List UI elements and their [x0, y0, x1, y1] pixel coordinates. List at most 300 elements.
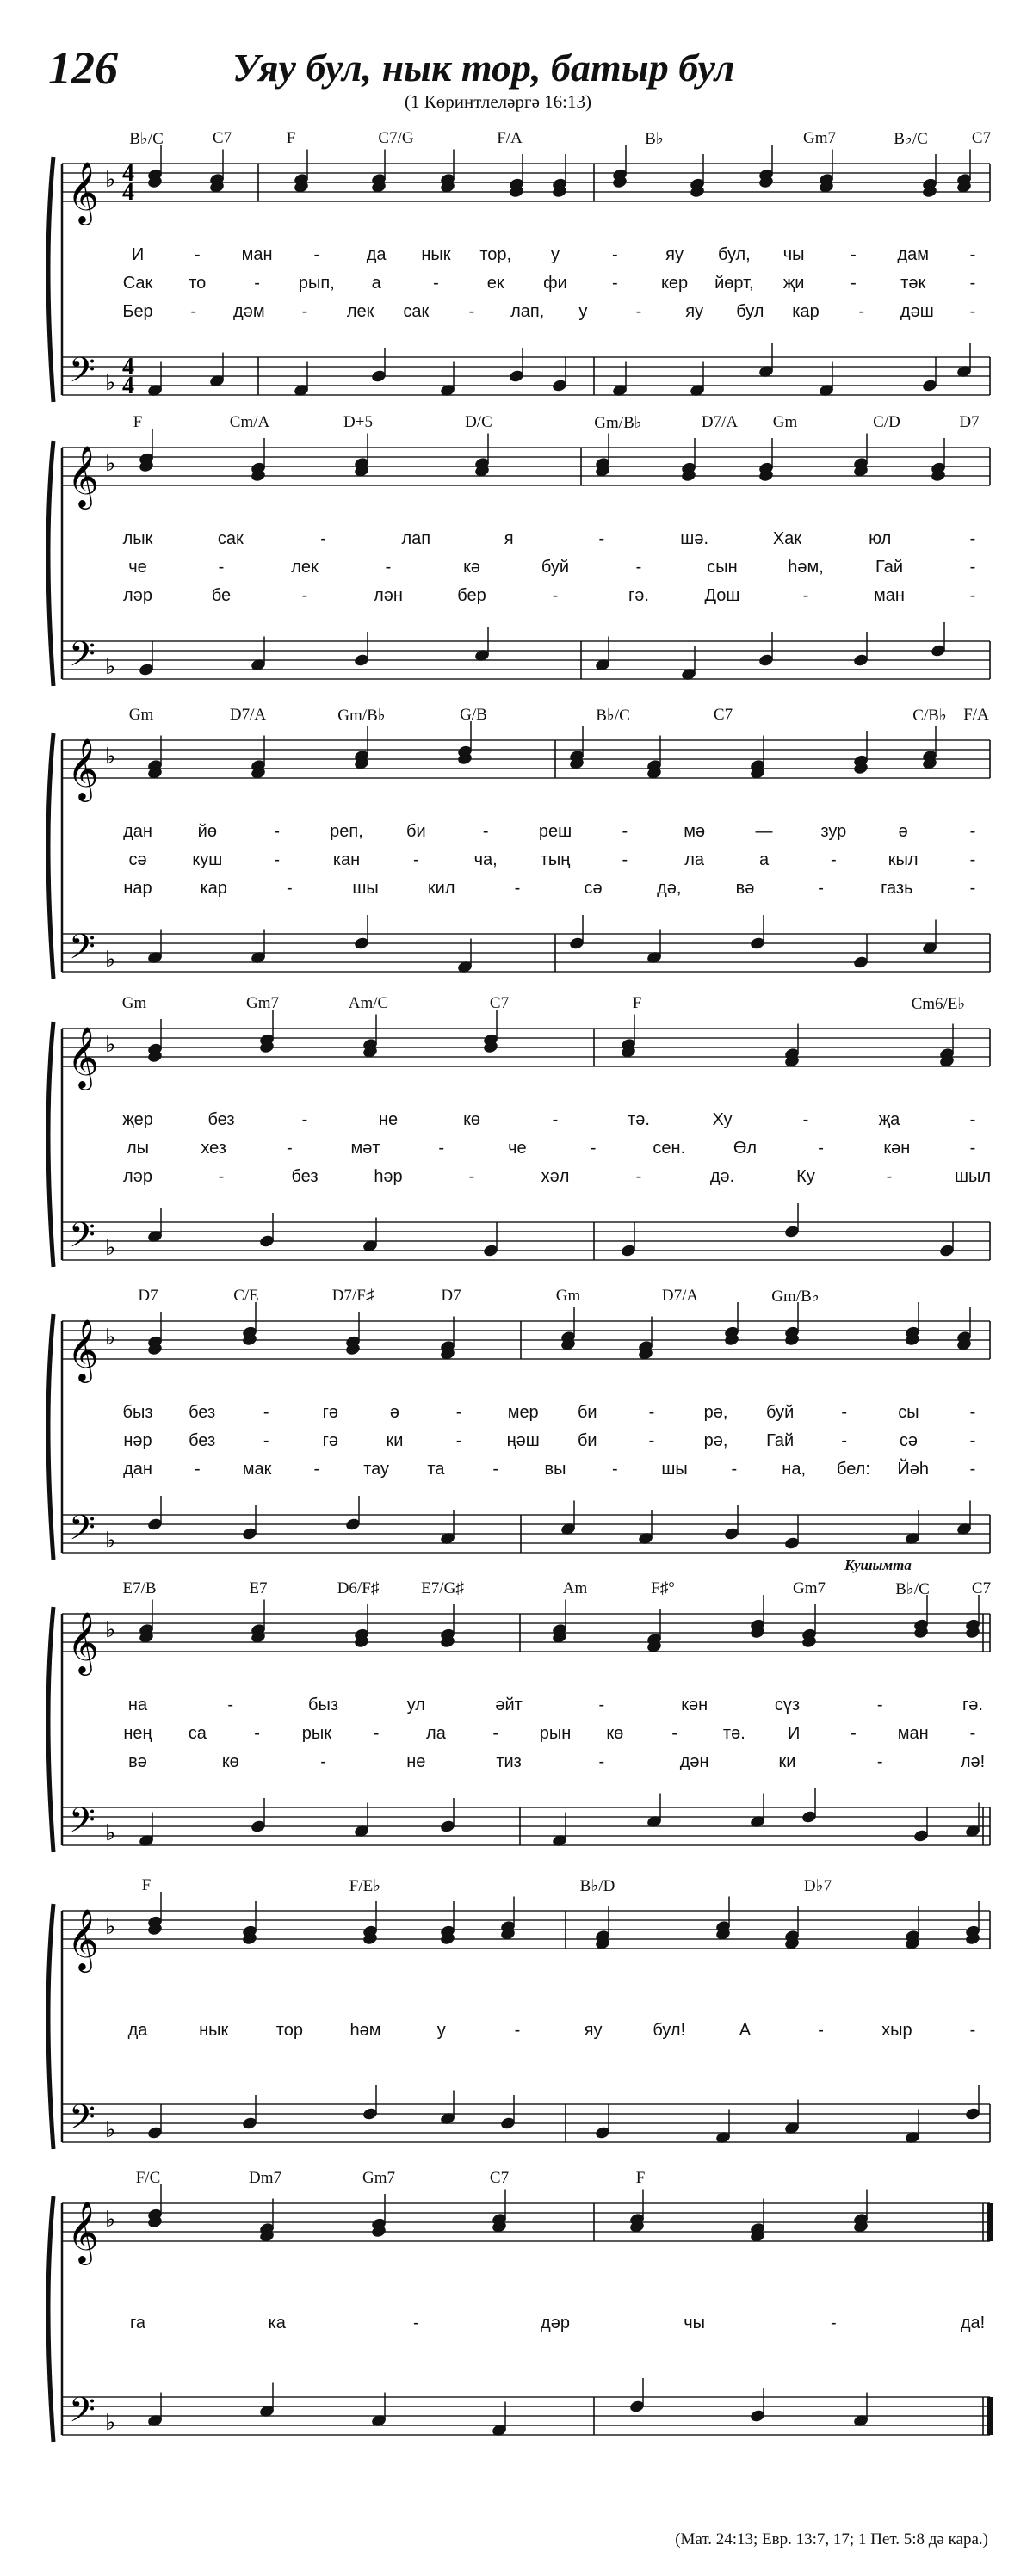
- note-chord: [439, 1604, 455, 1649]
- lyric-syllable: тәк: [900, 274, 926, 293]
- bass-note: [250, 1798, 266, 1833]
- bass-note: [594, 2104, 610, 2140]
- lyric-syllable: сә: [128, 850, 147, 869]
- lyric-syllable: -: [635, 302, 642, 321]
- chord-symbol: B♭/C: [894, 130, 928, 148]
- bass-staff: [62, 1807, 990, 1845]
- chord-symbol: Dm7: [249, 2169, 281, 2187]
- lyric-syllable: -: [802, 1110, 809, 1129]
- lyric-syllable: на,: [782, 1460, 807, 1479]
- lyric-syllable: -: [969, 1724, 976, 1743]
- lyric-syllable: -: [731, 1460, 738, 1479]
- note-chord: [482, 1010, 498, 1054]
- lyric-syllable: -: [218, 558, 225, 577]
- chord-symbol: Gm: [121, 994, 147, 1012]
- treble-clef-icon: 𝄞: [67, 160, 99, 223]
- lyric-syllable: у: [436, 2021, 446, 2040]
- lyric-syllable: -: [194, 1460, 201, 1479]
- note-chord: [439, 150, 455, 195]
- note-chord: [620, 1015, 636, 1059]
- lyric-syllable: хыр: [881, 2021, 912, 2040]
- lyric-syllable: -: [455, 1403, 462, 1422]
- chord-symbol: D7/A: [701, 413, 739, 431]
- lyric-syllable: -: [287, 1139, 293, 1158]
- lyric-syllable: кән: [883, 1139, 911, 1158]
- lyric-syllable: әйт: [495, 1696, 523, 1714]
- lyric-syllable: нык: [199, 2021, 229, 2040]
- lyric-syllable: куш: [192, 850, 223, 869]
- bass-note: [551, 1813, 567, 1848]
- note-chord: [646, 736, 662, 781]
- lyric-syllable: гә.: [962, 1696, 983, 1714]
- note-chord: [146, 1019, 163, 1064]
- flat-icon: ♭: [105, 654, 116, 679]
- treble-clef-icon: 𝄞: [67, 2200, 99, 2263]
- bass-note: [473, 627, 490, 663]
- chord-symbol: F: [635, 2169, 646, 2187]
- treble-staff: [62, 448, 990, 485]
- note-chord: [964, 1595, 980, 1640]
- lyric-syllable: тиз: [496, 1752, 522, 1771]
- bass-note: [370, 348, 387, 383]
- lyric-syllable: Өл: [733, 1139, 758, 1158]
- bass-note: [146, 2104, 163, 2140]
- time-signature: 4: [122, 373, 134, 399]
- bass-note: [370, 2393, 387, 2428]
- lyric-syllable: -: [590, 1139, 597, 1158]
- lyric-syllable: ки: [778, 1752, 796, 1771]
- note-chord: [852, 434, 869, 479]
- lyric-syllable: -: [841, 1431, 848, 1450]
- lyric-syllable: кө: [606, 1724, 624, 1743]
- bass-note: [628, 2378, 645, 2413]
- bass-note: [146, 2393, 163, 2428]
- note-chord: [594, 1906, 610, 1951]
- lyric-syllable: -: [851, 1724, 857, 1743]
- note-chord: [344, 1312, 361, 1356]
- lyric-syllable: ңәш: [506, 1431, 540, 1450]
- lyric-syllable: вә: [735, 879, 755, 898]
- lyric-syllable: та: [427, 1460, 445, 1479]
- treble-staff: [62, 740, 990, 778]
- chord-symbol: F/A: [963, 706, 989, 724]
- bass-note: [439, 362, 455, 398]
- lyric-syllable: зур: [820, 822, 847, 841]
- lyric-syllable: дә,: [657, 879, 682, 898]
- chord-symbol: Gm/B♭: [594, 414, 642, 432]
- note-chord: [646, 1609, 662, 1654]
- chord-symbol: Cm/A: [229, 413, 270, 431]
- lyric-syllable: рә,: [703, 1403, 728, 1422]
- lyric-syllable: кер: [660, 274, 689, 293]
- lyric-syllable: И: [787, 1724, 801, 1743]
- bass-clef-icon: 𝄢: [69, 927, 96, 975]
- lyric-syllable: лек: [346, 302, 374, 321]
- lyric-syllable: дә.: [709, 1167, 735, 1186]
- note-chord: [551, 154, 567, 199]
- note-chord: [758, 438, 774, 483]
- lyric-syllable: -: [468, 302, 475, 321]
- chord-symbol: F/A: [497, 129, 523, 147]
- lyric-syllable: яу: [665, 245, 684, 264]
- lyric-syllable: лә!: [960, 1752, 986, 1771]
- treble-staff: [62, 1029, 990, 1066]
- lyric-syllable: -: [301, 1110, 308, 1129]
- bass-staff: [62, 2104, 990, 2142]
- bass-note: [938, 1222, 955, 1257]
- note-chord: [560, 1307, 576, 1352]
- lyric-syllable: да!: [960, 2313, 986, 2332]
- bass-note: [362, 2085, 378, 2121]
- lyric-syllable: чы: [782, 245, 805, 264]
- chord-symbol: Gm: [772, 413, 798, 431]
- note-chord: [964, 1901, 980, 1946]
- bass-note: [852, 934, 869, 969]
- lyric-syllable: -: [969, 1110, 976, 1129]
- chord-symbol: D7/A: [661, 1287, 699, 1305]
- note-chord: [904, 1302, 920, 1347]
- lyric-syllable: са: [188, 1724, 207, 1743]
- chord-symbol: E7: [249, 1579, 268, 1597]
- note-chord: [714, 1897, 731, 1942]
- bass-note: [146, 1208, 163, 1244]
- lyric-syllable: лык: [122, 529, 153, 548]
- chord-symbol: Gm: [555, 1287, 581, 1305]
- lyric-syllable: быз: [308, 1696, 339, 1714]
- lyric-syllable: мер: [507, 1403, 539, 1422]
- time-signature: 4: [122, 354, 134, 380]
- treble-clef-icon: 𝄞: [67, 1318, 99, 1381]
- chord-symbol: Cm6/E♭: [911, 995, 966, 1013]
- bass-note: [714, 2110, 731, 2145]
- bass-note: [637, 1510, 653, 1546]
- bass-note: [783, 1515, 800, 1550]
- flat-icon: ♭: [105, 167, 116, 192]
- bass-staff: [62, 641, 990, 679]
- lyric-syllable: тау: [363, 1460, 390, 1479]
- lyric-syllable: сы: [898, 1403, 919, 1422]
- chord-symbol: B♭/D: [579, 1877, 615, 1895]
- lyric-syllable: вә: [128, 1752, 147, 1771]
- note-chord: [241, 1302, 257, 1347]
- note-chord: [473, 434, 490, 479]
- bass-note: [146, 1496, 163, 1531]
- lyric-syllable: у: [578, 302, 588, 321]
- note-chord: [250, 438, 266, 483]
- treble-staff: [62, 164, 990, 201]
- bass-note: [611, 362, 628, 398]
- lyric-syllable: дәш: [900, 302, 934, 321]
- bass-note: [482, 1222, 498, 1257]
- bass-clef-icon: 𝄢: [69, 634, 96, 683]
- note-chord: [439, 1901, 455, 1946]
- chord-symbol: B♭: [645, 130, 664, 148]
- chord-symbol: B♭/C: [895, 1580, 930, 1598]
- bass-staff: [62, 1515, 990, 1553]
- bass-note: [964, 1803, 980, 1838]
- lyric-syllable: не: [378, 1110, 399, 1129]
- bass-note: [568, 915, 585, 950]
- lyric-syllable: -: [841, 1403, 848, 1422]
- lyric-syllable: -: [482, 822, 489, 841]
- note-chord: [818, 150, 834, 195]
- hymn-subtitle: (1 Көринтлеләргә 16:13): [405, 91, 591, 112]
- bass-staff: [62, 1222, 990, 1260]
- lyric-syllable: Сак: [122, 274, 153, 293]
- chord-symbol: F/C: [135, 2169, 161, 2187]
- brace-icon: [48, 2196, 53, 2442]
- chord-symbol: Gm7: [803, 129, 836, 147]
- chord-symbol: D7/F♯: [331, 1287, 374, 1305]
- note-chord: [146, 736, 163, 781]
- lyric-syllable: кар: [792, 302, 820, 321]
- treble-staff: [62, 1911, 990, 1949]
- lyric-syllable: -: [671, 1724, 677, 1743]
- flat-icon: ♭: [105, 1325, 116, 1350]
- lyric-syllable: нең: [123, 1724, 152, 1743]
- chord-symbol: Am: [562, 1579, 588, 1597]
- lyric-syllable: реш: [538, 822, 572, 841]
- lyric-syllable: -: [876, 1752, 883, 1771]
- bass-note: [749, 1794, 765, 1829]
- lyric-syllable: газь: [881, 879, 913, 898]
- bass-staff: [62, 2397, 990, 2435]
- lyric-syllable: -: [611, 245, 618, 264]
- lyric-syllable: И: [131, 245, 145, 264]
- brace-icon: [48, 157, 53, 402]
- bass-note: [594, 637, 610, 672]
- lyric-syllable: -: [492, 1724, 499, 1743]
- flat-icon: ♭: [105, 1032, 116, 1057]
- chord-symbol: C/B♭: [912, 707, 947, 725]
- chord-symbol: F: [632, 994, 642, 1012]
- lyric-syllable: -: [373, 1724, 380, 1743]
- flat-icon: ♭: [105, 1820, 116, 1845]
- chord-symbol: Gm/B♭: [337, 707, 386, 725]
- lyric-syllable: яу: [685, 302, 704, 321]
- bass-note: [293, 362, 309, 398]
- lyric-syllable: -: [274, 822, 280, 841]
- flat-icon: ♭: [105, 2410, 116, 2435]
- lyric-syllable: Хак: [772, 529, 802, 548]
- hymn-title: Уяу бул, нык тор, батыр бул: [232, 46, 735, 90]
- lyric-syllable: -: [830, 2313, 837, 2332]
- chord-symbol: Am/C: [348, 994, 389, 1012]
- note-chord: [938, 1024, 955, 1069]
- lyric-syllable: без: [291, 1167, 319, 1186]
- lyric-syllable: -: [385, 558, 392, 577]
- lyric-syllable: -: [851, 274, 857, 293]
- chord-symbol: Gm7: [246, 994, 279, 1012]
- chord-symbol: Gm/B♭: [771, 1288, 820, 1306]
- lyric-syllable: Дош: [704, 586, 740, 605]
- note-chord: [956, 150, 972, 195]
- lyric-syllable: ла: [684, 850, 705, 869]
- bass-note: [964, 2085, 980, 2121]
- bass-note: [930, 622, 946, 658]
- lyric-syllable: кө: [463, 1110, 480, 1129]
- chord-symbol: C7: [212, 129, 232, 147]
- lyric-syllable: без: [189, 1431, 216, 1450]
- chord-symbol: Gm: [128, 706, 154, 724]
- scripture-references: (Мат. 24:13; Евр. 13:7, 17; 1 Пет. 5:8 дә кара.): [675, 2530, 988, 2548]
- lyric-syllable: ек: [486, 274, 504, 293]
- lyric-syllable: йөрт,: [714, 274, 754, 293]
- note-chord: [250, 1600, 266, 1645]
- chord-symbol: F/E♭: [349, 1877, 381, 1895]
- bass-note: [560, 1501, 576, 1536]
- lyric-syllable: ул: [406, 1696, 425, 1714]
- lyric-syllable: -: [648, 1431, 655, 1450]
- bass-note: [749, 2388, 765, 2423]
- treble-clef-icon: 𝄞: [67, 1610, 99, 1673]
- lyric-syllable: -: [802, 586, 809, 605]
- bass-note: [456, 939, 473, 974]
- bass-note: [818, 362, 834, 398]
- bass-note: [146, 930, 163, 965]
- bass-note: [250, 637, 266, 672]
- flat-icon: ♭: [105, 2117, 116, 2142]
- lyric-syllable: -: [818, 879, 824, 898]
- lyric-syllable: җа: [878, 1110, 900, 1129]
- note-chord: [362, 1901, 378, 1946]
- flat-icon: ♭: [105, 1914, 116, 1939]
- chord-symbol: C7: [489, 2169, 510, 2187]
- lyric-syllable: ман: [897, 1724, 929, 1743]
- lyric-syllable: -: [598, 1752, 605, 1771]
- chord-symbol: C7: [713, 706, 733, 724]
- time-signature: 4: [122, 160, 134, 187]
- lyric-syllable: да: [127, 2021, 148, 2040]
- lyric-syllable: -: [969, 245, 976, 264]
- lyric-syllable: бе: [211, 586, 232, 605]
- bass-note: [904, 2110, 920, 2145]
- lyric-syllable: дәм: [233, 302, 265, 321]
- lyric-syllable: җер: [122, 1110, 153, 1129]
- lyric-syllable: че: [508, 1139, 527, 1158]
- lyric-syllable: -: [635, 1167, 642, 1186]
- bass-note: [353, 1803, 369, 1838]
- lyric-syllable: Гай: [875, 558, 904, 577]
- lyric-syllable: -: [969, 558, 976, 577]
- lyric-syllable: -: [969, 822, 976, 841]
- note-chord: [499, 1897, 516, 1942]
- bass-clef-icon: 𝄢: [69, 2390, 96, 2438]
- chord-symbol: F: [133, 413, 143, 431]
- lyric-syllable: Бер: [122, 302, 153, 321]
- lyric-syllable: кыл: [888, 850, 919, 869]
- bass-note: [353, 915, 369, 950]
- bass-note: [921, 920, 937, 955]
- bass-note: [758, 632, 774, 667]
- lyric-syllable: -: [622, 822, 628, 841]
- bass-clef-icon: 𝄢: [69, 1215, 96, 1263]
- lyric-syllable: сак: [217, 529, 244, 548]
- lyric-syllable: а: [371, 274, 381, 293]
- lyric-syllable: -: [194, 245, 201, 264]
- bass-note: [439, 2091, 455, 2126]
- flat-icon: ♭: [105, 370, 116, 395]
- note-chord: [904, 1906, 920, 1951]
- flat-icon: ♭: [105, 451, 116, 476]
- lyric-syllable: ә: [898, 822, 908, 841]
- treble-staff: [62, 2203, 990, 2241]
- lyric-syllable: -: [969, 1139, 976, 1158]
- treble-clef-icon: 𝄞: [67, 1907, 99, 1970]
- lyric-syllable: хәл: [541, 1167, 570, 1186]
- lyric-syllable: -: [552, 586, 559, 605]
- note-chord: [293, 150, 309, 195]
- lyric-syllable: -: [969, 274, 976, 293]
- note-chord: [456, 721, 473, 766]
- lyric-syllable: -: [412, 2313, 419, 2332]
- bass-clef-icon: 𝄢: [69, 1508, 96, 1556]
- lyric-syllable: ә: [389, 1403, 400, 1422]
- lyric-syllable: -: [969, 529, 976, 548]
- lyric-syllable: гә: [322, 1403, 339, 1422]
- lyric-syllable: а: [758, 850, 770, 869]
- lyric-syllable: -: [598, 529, 605, 548]
- lyric-syllable: реп,: [330, 822, 363, 841]
- bass-note: [723, 1505, 739, 1541]
- lyric-syllable: бул!: [653, 2021, 686, 2040]
- bass-note: [646, 1794, 662, 1829]
- lyric-syllable: -: [969, 1460, 976, 1479]
- note-chord: [783, 1906, 800, 1951]
- bass-note: [758, 343, 774, 379]
- lyric-syllable: һәм: [349, 2021, 381, 2040]
- lyric-syllable: ки: [386, 1431, 404, 1450]
- lyric-syllable: сүз: [774, 1696, 801, 1714]
- brace-icon: [48, 1314, 53, 1560]
- lyric-syllable: —: [755, 822, 773, 841]
- chord-symbol: D7: [441, 1287, 461, 1305]
- flat-icon: ♭: [105, 1235, 116, 1260]
- lyric-syllable: рык: [301, 1724, 331, 1743]
- bass-note: [749, 915, 765, 950]
- bass-note: [620, 1222, 636, 1257]
- chord-symbol: C/E: [233, 1287, 259, 1305]
- bass-note: [138, 641, 154, 676]
- lyric-syllable: -: [818, 2021, 824, 2040]
- bass-note: [912, 1807, 929, 1843]
- bass-note: [499, 2095, 516, 2130]
- note-chord: [491, 2190, 507, 2234]
- lyric-syllable: ка: [268, 2313, 286, 2332]
- chord-symbol: D7/A: [229, 706, 267, 724]
- flat-icon: ♭: [105, 1528, 116, 1553]
- chord-symbol: C7: [971, 1579, 992, 1597]
- lyric-syllable: -: [320, 529, 326, 548]
- note-chord: [628, 2190, 645, 2234]
- flat-icon: ♭: [105, 947, 116, 972]
- bass-note: [956, 343, 972, 379]
- note-chord: [138, 429, 154, 473]
- bass-note: [680, 646, 696, 682]
- lyric-syllable: -: [274, 850, 280, 869]
- lyric-syllable: бел:: [836, 1460, 870, 1479]
- note-chord: [258, 1010, 275, 1054]
- bass-note: [250, 930, 266, 965]
- lyric-syllable: -: [635, 558, 642, 577]
- flat-icon: ♭: [105, 2207, 116, 2232]
- note-chord: [930, 438, 946, 483]
- bass-note: [241, 2095, 257, 2130]
- lyric-syllable: че: [128, 558, 147, 577]
- lyric-syllable: дан: [123, 1460, 152, 1479]
- lyric-syllable: без: [207, 1110, 235, 1129]
- note-chord: [749, 736, 765, 781]
